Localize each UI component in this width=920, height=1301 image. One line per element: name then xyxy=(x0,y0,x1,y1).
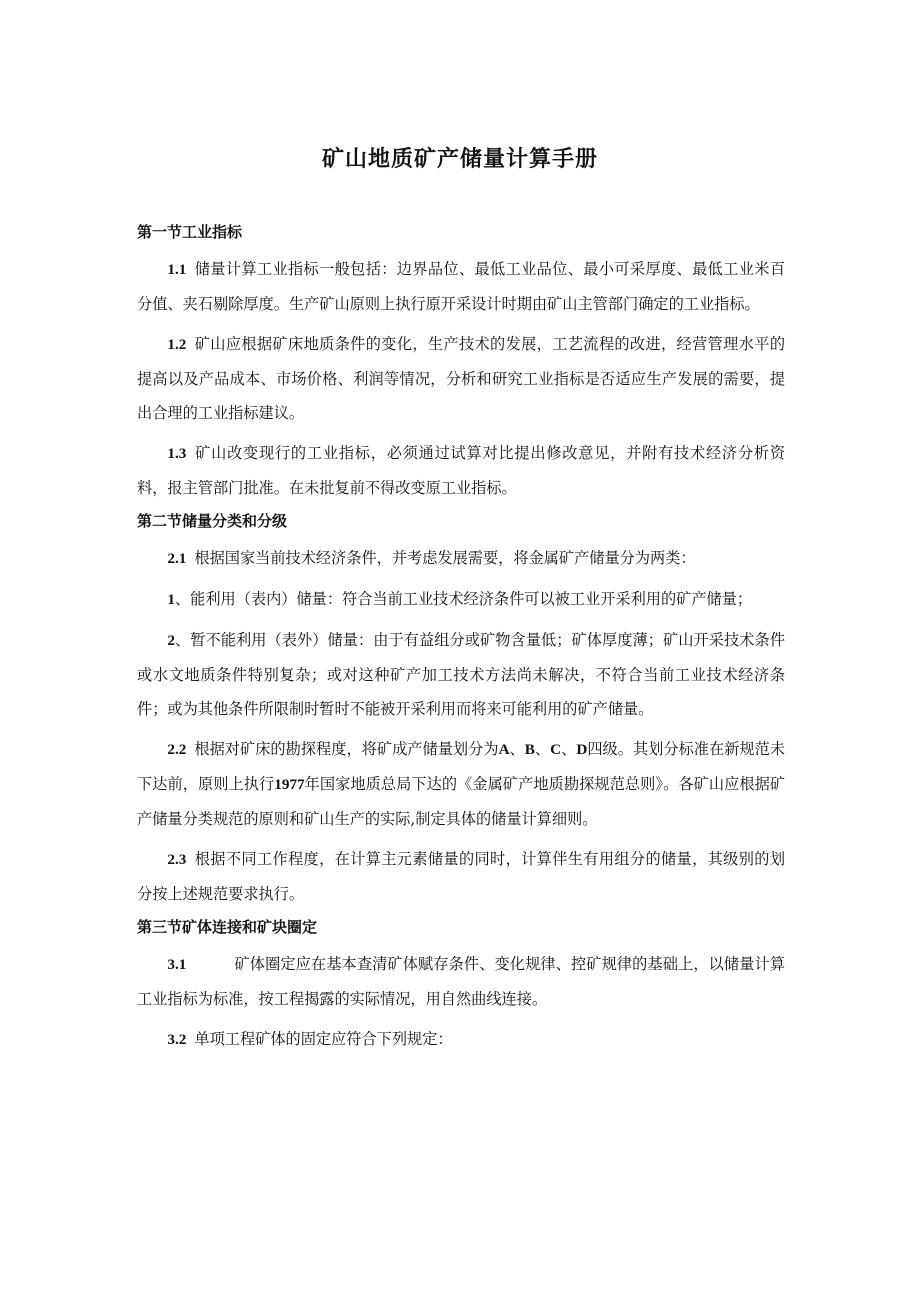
clause-text: 矿山改变现行的工业指标，必须通过试算对比提出修改意见，并附有技术经济分析资料，报主管部门批准。在未批复前不得改变原工业指标。 xyxy=(137,444,785,497)
paragraph-3-2 xyxy=(137,1022,785,1057)
clause-text: 单项工程矿体的固定应符合下列规定： xyxy=(194,1030,453,1048)
list-number: 2 xyxy=(167,632,175,649)
clause-text: 矿山应根据矿床地质条件的变化，生产技术的发展，工艺流程的改进，经营管理水平的提高以及产品成本、市场价格、利润等情况，分析和研究工业指标是否适应生产发展的需要，提出合理的工业指标建议。 xyxy=(137,335,785,422)
clause-number: 1.2 xyxy=(167,336,187,353)
clause-number: 2.1 xyxy=(167,550,187,567)
clause-number: 2.3 xyxy=(167,851,187,868)
clause-number: 3.2 xyxy=(167,1031,187,1048)
clause-text: 年国家地质总局下达的《金属矿产地质勘探规范总则》。各矿山应根据矿产储量分类规范的原则和矿山生产的实际,制定具体的储量计算细则。 xyxy=(137,775,786,828)
separator: 、 xyxy=(534,740,551,758)
paragraph-1-2 xyxy=(137,327,785,430)
clause-text: 储量计算工业指标一般包括：边界品位、最低工业品位、最小可采厚度、最低工业米百分值、夹石剔除厚度。生产矿山原则上执行原开采设计时期由矿山主管部门确定的工业指标。 xyxy=(137,260,785,313)
clause-text: 根据不同工作程度，在计算主元素储量的同时，计算伴生有用组分的储量，其级别的划分按上述规范要求执行。 xyxy=(137,850,785,903)
section-heading-2: 第二节储量分类和分级 xyxy=(137,512,288,530)
paragraph-3-1 xyxy=(137,947,785,1016)
clause-number: 1.1 xyxy=(167,261,187,278)
paragraph-2-1 xyxy=(137,541,785,576)
clause-number: 1.3 xyxy=(167,445,187,462)
clause-number: 2.2 xyxy=(167,741,187,758)
section-heading-1: 第一节工业指标 xyxy=(137,223,243,241)
document-title: 矿山地质矿产储量计算手册 xyxy=(321,147,598,172)
grade-c: C xyxy=(550,741,562,758)
paragraph-2-2 xyxy=(137,732,785,836)
grade-b: B xyxy=(524,741,535,758)
clause-text: 矿体圈定应在基本查清矿体赋存条件、变化规律、控矿规律的基础上，以储量计算工业指标为标准，按工程揭露的实际情况，用自然曲线连接。 xyxy=(137,955,785,1008)
clause-text: 根据对矿床的勘探程度，将矿成产储量划分为 xyxy=(194,740,499,758)
year: 1977 xyxy=(274,776,305,793)
grade-d: D xyxy=(576,741,588,758)
section-heading-3: 第三节矿体连接和矿块圈定 xyxy=(137,918,318,936)
clause-text: 、能利用（表内）储量：符合当前工业技术经济条件可以被工业开采利用的矿产储量； xyxy=(174,590,753,608)
clause-text: 根据国家当前技术经济条件，并考虑发展需要，将金属矿产储量分为两类： xyxy=(194,549,696,567)
paragraph-1-1 xyxy=(137,252,785,321)
clause-number: 3.1 xyxy=(167,956,187,973)
paragraph-1-3 xyxy=(137,436,785,505)
document-body xyxy=(137,222,785,1063)
paragraph-2-3 xyxy=(137,842,785,911)
separator: 、 xyxy=(561,740,577,758)
separator: 、 xyxy=(509,740,525,758)
paragraph-2-1-item-1 xyxy=(137,582,785,617)
clause-text: 四级。其划分标准在新规范未下达前，原则上执行 xyxy=(137,740,786,793)
grade-a: A xyxy=(498,741,510,758)
paragraph-2-1-item-2 xyxy=(137,623,785,726)
list-number: 1 xyxy=(167,591,175,608)
clause-text: 、暂不能利用（表外）储量：由于有益组分或矿物含量低；矿体厚度薄；矿山开采技术条件或水文地质条件特别复杂；或对这种矿产加工技术方法尚未解决，不符合当前工业技术经济条件；或为其他条件所限制时暂时不能被开采利用而将来可能利用的矿产储量。 xyxy=(137,631,785,718)
